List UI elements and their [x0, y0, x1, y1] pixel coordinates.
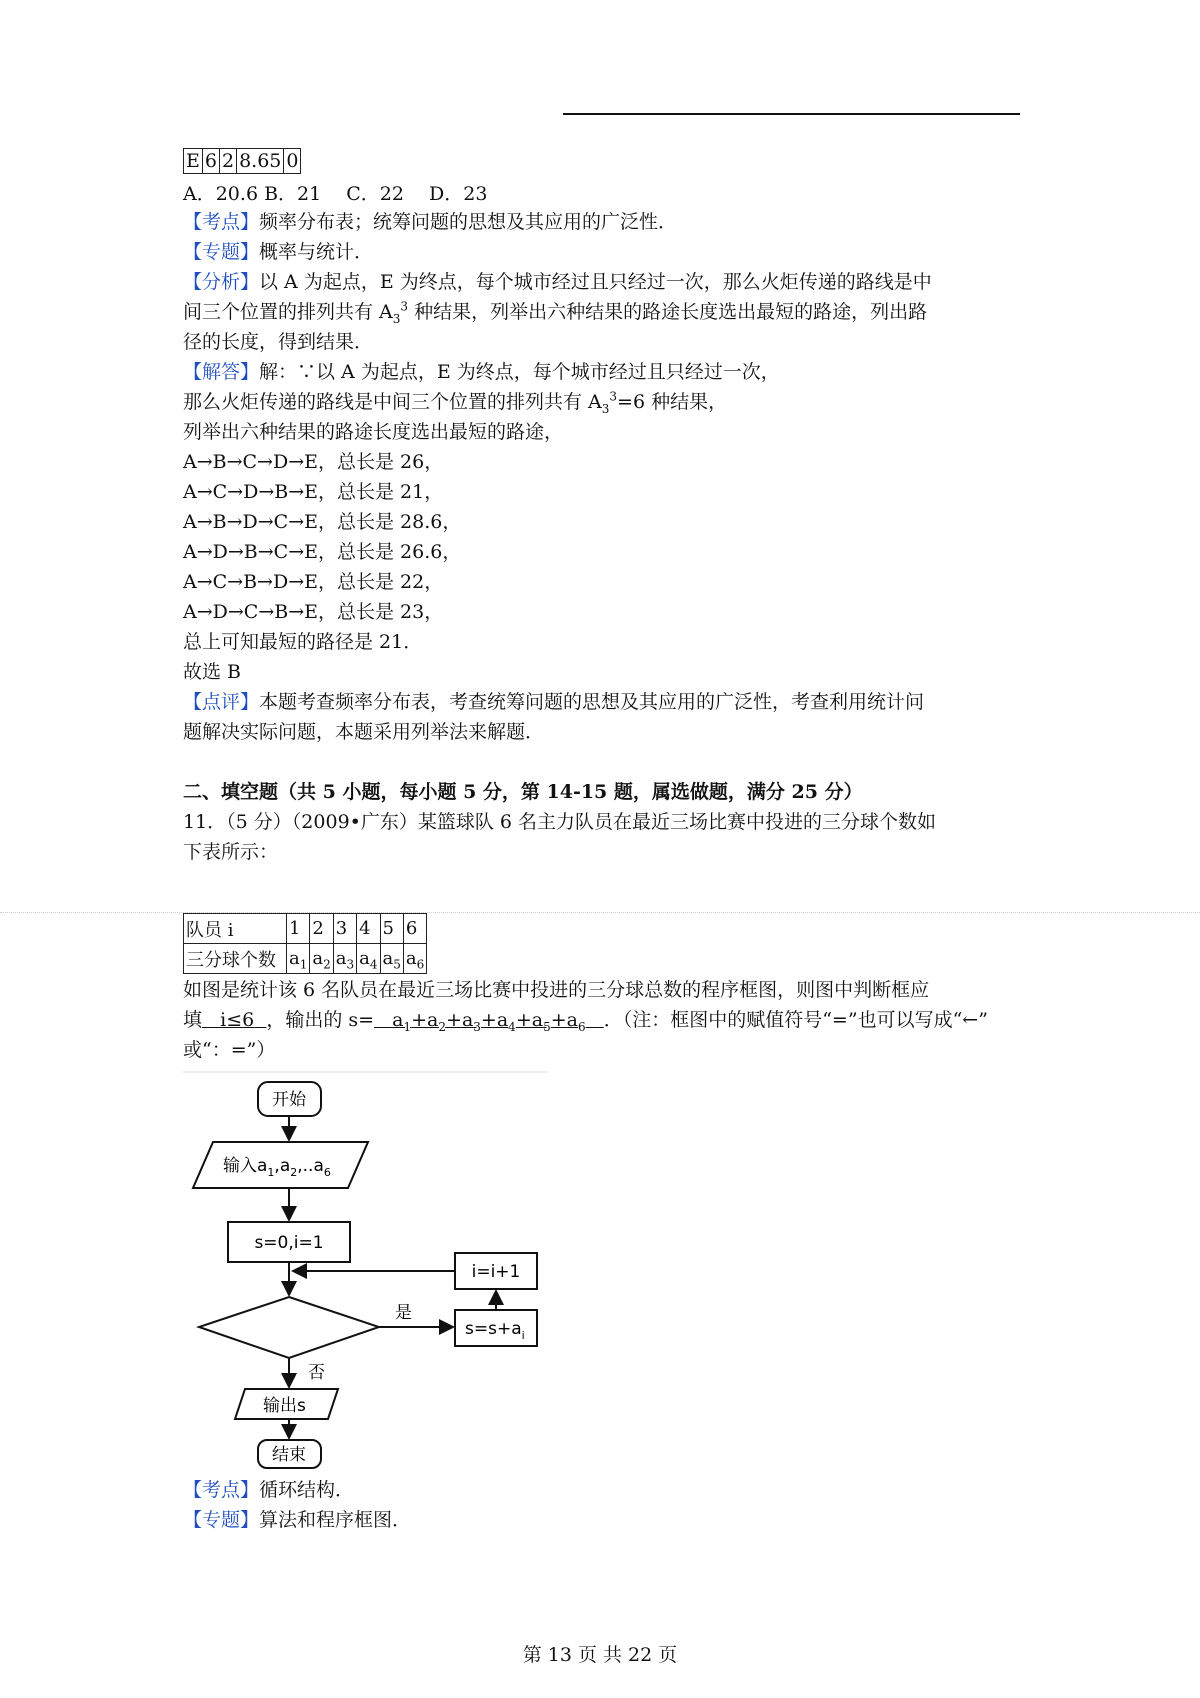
yes-label: 是	[395, 1303, 412, 1323]
q10-jieda-line3: 列举出六种结果的路途长度选出最短的路途，	[183, 421, 564, 443]
table-cell: $a_3$	[333, 944, 356, 974]
q11-line5: 或“：=”）	[183, 1039, 276, 1061]
three-point-table	[183, 913, 427, 974]
table-header-cell: 队员 i	[184, 914, 287, 944]
no-label: 否	[308, 1363, 325, 1383]
top-rule	[563, 113, 1020, 115]
table-cell: $a_4$	[357, 944, 380, 974]
input-label: 输入$a_1,a_2,..a_6$	[223, 1156, 331, 1179]
fenxi-text: 间三个位置的排列共有 A	[183, 301, 393, 323]
route-line: A→D→C→B→E，总长是 23，	[183, 601, 444, 623]
route-line: A→B→D→C→E，总长是 28.6，	[183, 511, 462, 533]
answer-options: A．20.6 B．21 C．22 D．23	[183, 183, 488, 205]
jieda-tag: 【解答】	[183, 361, 260, 383]
table-cell: 6	[202, 149, 219, 174]
section-title: 二、填空题（共 5 小题，每小题 5 分，第 14-15 题，属选做题，满分 25 分）	[183, 781, 863, 803]
q10-dianping-line2: 题解决实际问题，本题采用列举法来解题．	[183, 721, 545, 743]
table-cell: $a_1$	[287, 944, 310, 974]
jieda-text: 解：∵以 A 为起点，E 为终点，每个城市经过且只经过一次，	[259, 361, 780, 383]
route-line: A→C→B→D→E，总长是 22，	[183, 571, 444, 593]
distance-table-fragment	[183, 148, 301, 174]
zhuanti-text: 算法和程序框图．	[259, 1509, 412, 1531]
zhuanti-tag: 【专题】	[183, 241, 260, 263]
q10-zhuanti	[183, 238, 373, 266]
fenxi-text: 种结果，列举出六种结果的路途长度选出最短的路途，列出路	[414, 301, 928, 323]
kaodian-tag: 【考点】	[183, 211, 260, 233]
conclusion-line: 总上可知最短的路径是 21．	[183, 631, 423, 653]
q11-line1: 11．（5 分）（2009•广东）某篮球队 6 名主力队员在最近三场比赛中投进的三分球个数如	[183, 811, 937, 833]
table-header-cell: 6	[403, 914, 426, 944]
start-label: 开始	[272, 1090, 306, 1110]
answer-blank-2: $a_1+a_2+a_3+a_4+a_5+a_6$	[374, 1009, 586, 1034]
route-line: A→D→B→C→E，总长是 26.6，	[183, 541, 462, 563]
init-label: s=0,i=1	[254, 1233, 324, 1253]
fenxi-tag: 【分析】	[183, 271, 260, 293]
dianping-text: 本题考查频率分布表，考查统筹问题的思想及其应用的广泛性，考查利用统计问	[259, 691, 925, 713]
table-cell: $a_6$	[403, 944, 426, 974]
q11-zhuanti	[183, 1506, 411, 1534]
choice-line: 故选 B	[183, 661, 242, 683]
program-flowchart	[183, 1070, 553, 1470]
table-cell: $a_2$	[310, 944, 333, 974]
table-header-cell: 1	[287, 914, 310, 944]
fill-prefix: 填	[183, 1009, 203, 1031]
zhuanti-tag: 【专题】	[183, 1509, 260, 1531]
q11-line3: 如图是统计该 6 名队员在最近三场比赛中投进的三分球总数的程序框图，则图中判断框应	[183, 979, 930, 1001]
update-label: $s=s+a_i$	[465, 1319, 525, 1342]
q10-jieda-line2: 那么火炬传递的路线是中间三个位置的排列共有 $A_3^3=6$ 种结果，	[183, 389, 728, 416]
q10-jieda	[183, 358, 780, 386]
table-header-cell: 2	[310, 914, 333, 944]
table-cell: E	[184, 149, 203, 174]
q10-kaodian	[183, 208, 677, 236]
zhuanti-text: 概率与统计．	[259, 241, 374, 263]
q11-kaodian	[183, 1476, 354, 1504]
answer-blank-1: i≤6	[220, 1009, 255, 1031]
q11-line2: 下表所示：	[183, 841, 279, 863]
route-line: A→B→C→D→E，总长是 26，	[183, 451, 444, 473]
increment-label: i=i+1	[471, 1262, 521, 1282]
page-footer: 第 13 页 共 22 页	[522, 1644, 678, 1666]
jieda-text: =6 种结果，	[617, 391, 728, 413]
output-label: 输出s	[263, 1396, 306, 1416]
fenxi-text: 以 A 为起点，E 为终点，每个城市经过且只经过一次，那么火炬传递的路线是中	[259, 271, 932, 293]
table-cell: $a_5$	[380, 944, 403, 974]
kaodian-text: 频率分布表；统筹问题的思想及其应用的广泛性．	[259, 211, 678, 233]
jieda-text: 那么火炬传递的路线是中间三个位置的排列共有 A	[183, 391, 602, 413]
fill-suffix: ．（注：框图中的赋值符号“=”也可以写成“←”	[603, 1009, 988, 1031]
table-cell: 2	[219, 149, 236, 174]
route-line: A→C→D→B→E，总长是 21，	[183, 481, 444, 503]
end-label: 结束	[272, 1445, 306, 1465]
table-cell: 8.65	[237, 149, 284, 174]
q10-fenxi-line2: 间三个位置的排列共有 $A_3^3$ 种结果，列举出六种结果的路途长度选出最短的路途，列出路	[183, 299, 928, 326]
q10-dianping	[183, 688, 924, 716]
q10-fenxi	[183, 268, 932, 296]
table-header-cell: 3	[333, 914, 356, 944]
table-header-cell: 4	[357, 914, 380, 944]
table-header-cell: 5	[380, 914, 403, 944]
kaodian-text: 循环结构．	[259, 1479, 355, 1501]
table-row-label: 三分球个数	[184, 944, 287, 974]
q10-fenxi-line3: 径的长度，得到结果．	[183, 331, 374, 353]
table-cell: 0	[284, 149, 301, 174]
kaodian-tag: 【考点】	[183, 1479, 260, 1501]
decision-node	[199, 1297, 379, 1358]
fill-mid: ，输出的 s=	[266, 1009, 375, 1031]
q11-fill-line	[183, 1006, 988, 1034]
dianping-tag: 【点评】	[183, 691, 260, 713]
page-separator	[0, 912, 1200, 913]
